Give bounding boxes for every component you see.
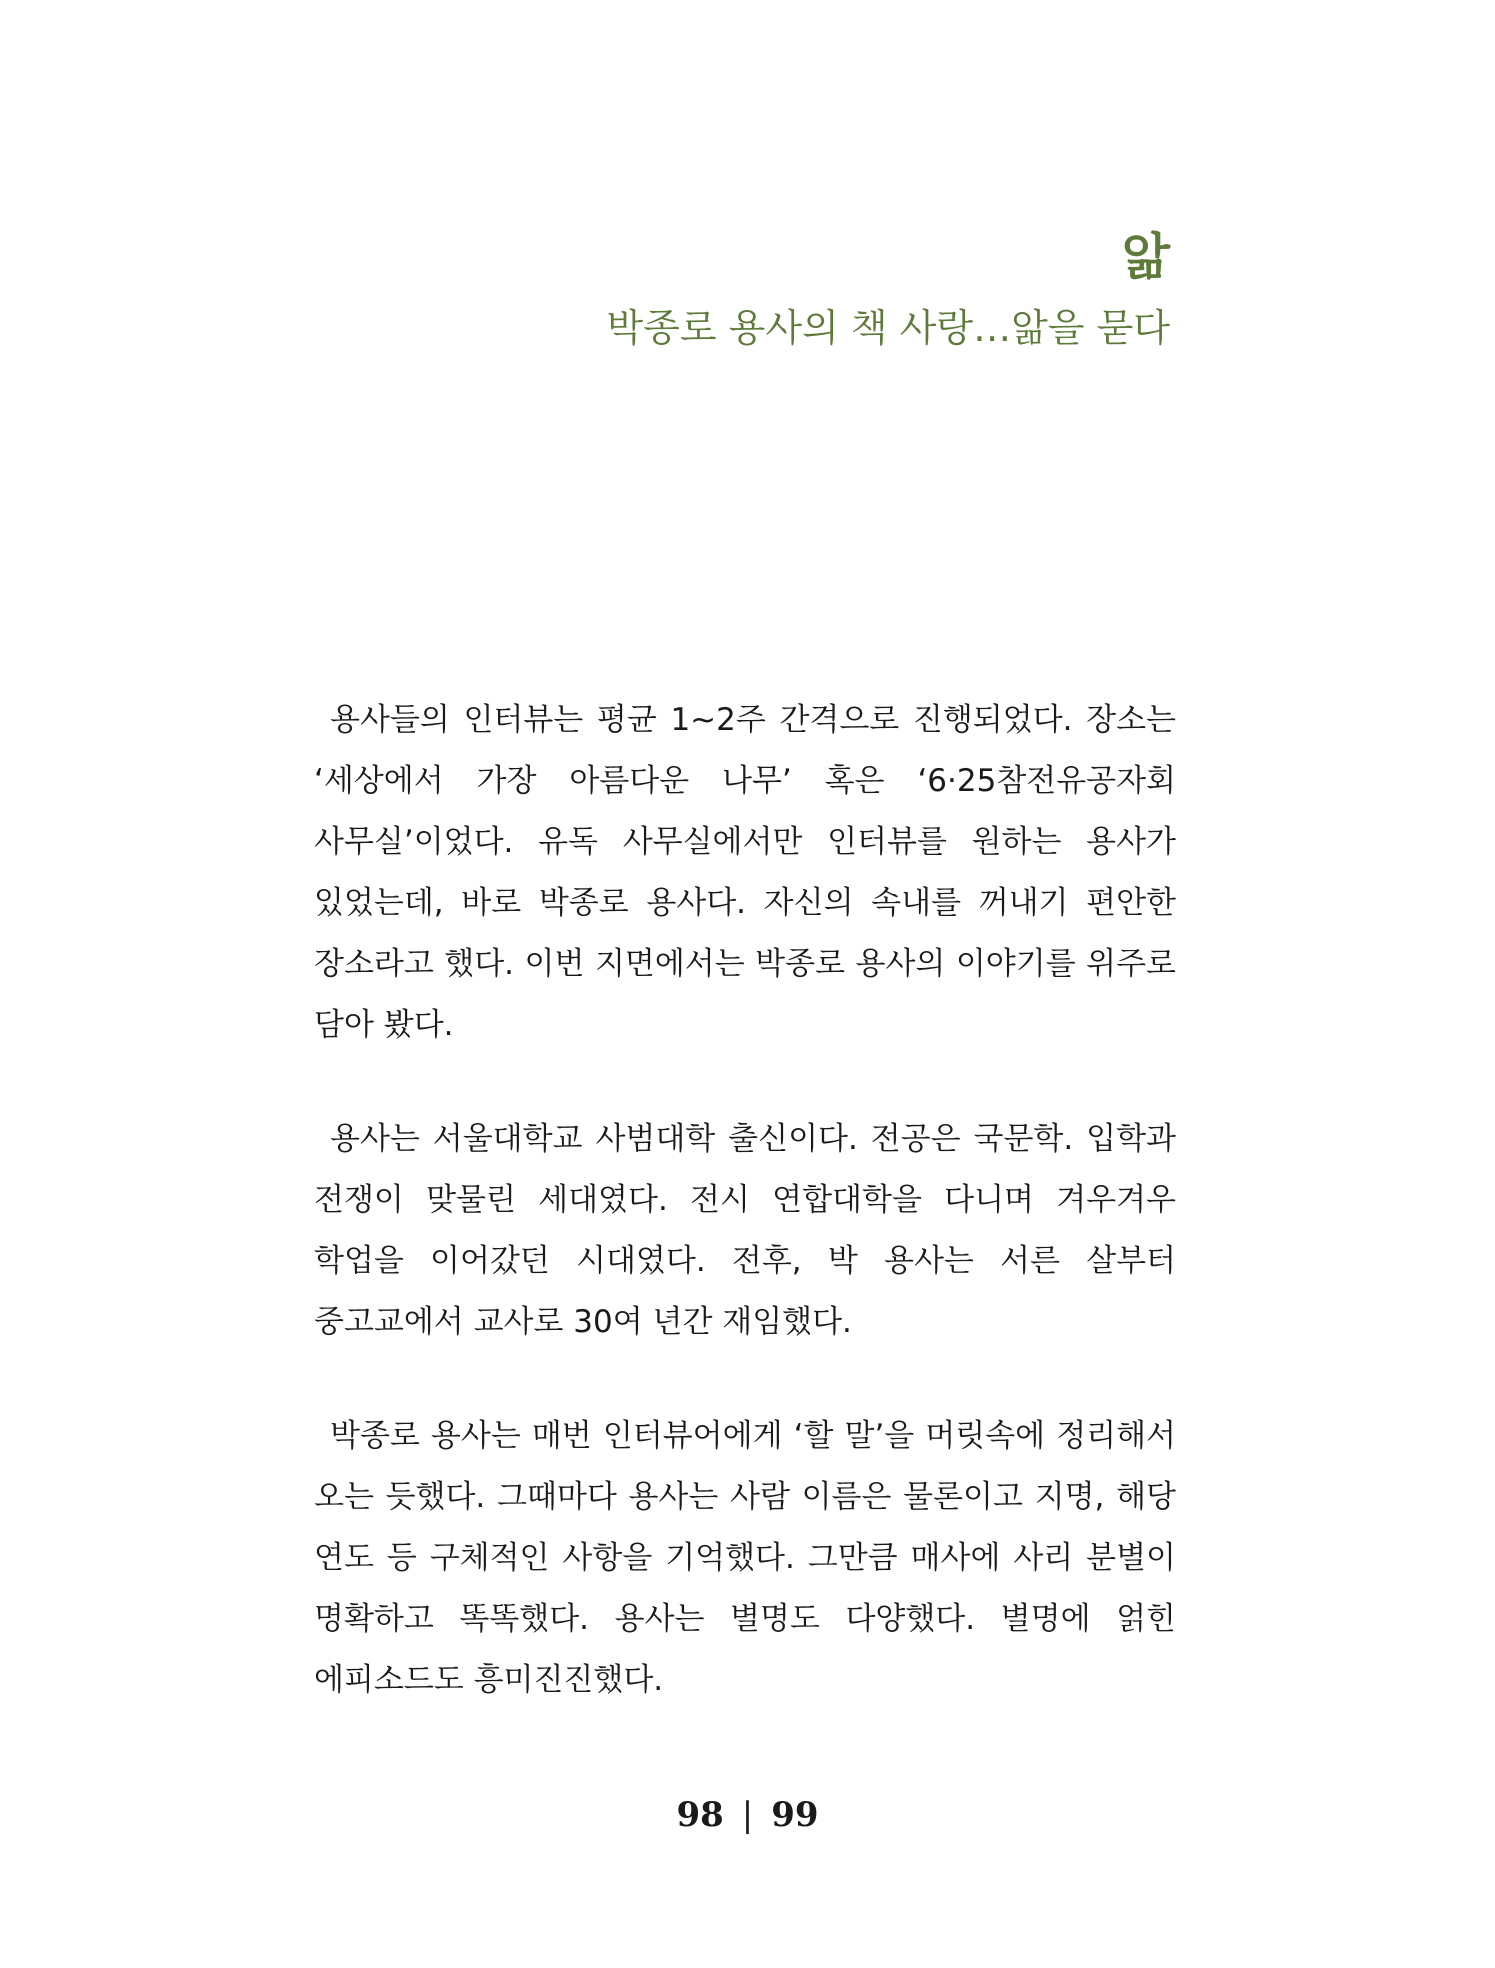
paragraph-2: 용사는 서울대학교 사범대학 출신이다. 전공은 국문학. 입학과 전쟁이 맞물린 세대였다. 전시 연합대학을 다니며 겨우겨우 학업을 이어갔던 시대였다. 전후, 박 용사는 서른 살부터 중고교에서 교사로 30여 년간 재임했다. (314, 1121, 1176, 1340)
page-number-separator: | (741, 1795, 754, 1835)
body-text (314, 690, 1176, 1711)
chapter-subtitle: 박종로 용사의 책 사랑…앎을 묻다 (606, 306, 1170, 350)
paragraph-1: 용사들의 인터뷰는 평균 1~2주 간격으로 진행되었다. 장소는 ‘세상에서 가장 아름다운 나무’ 혹은 ‘6·25참전유공자회 사무실’이었다. 유독 사무실에서만 인터뷰를 원하는 용사가 있었는데, 바로 박종로 용사다. 자신의 속내를 꺼내기 편안한 장소라고 했다. 이번 지면에서는 박종로 용사의 이야기를 위주로 담아 봤다. (314, 702, 1176, 1043)
chapter-title: 앎 (1121, 228, 1170, 286)
chapter-heading (606, 222, 1170, 358)
page-numbers (0, 1790, 1495, 1840)
paragraph-3: 박종로 용사는 매번 인터뷰어에게 ‘할 말’을 머릿속에 정리해서 오는 듯했다. 그때마다 용사는 사람 이름은 물론이고 지명, 해당 연도 등 구체적인 사항을 기억했다. 그만큼 매사에 사리 분별이 명확하고 똑똑했다. 용사는 별명도 다양했다. 별명에 얽힌 에피소드도 흥미진진했다. (314, 1418, 1176, 1698)
right-page-number: 99 (771, 1795, 819, 1835)
left-page-number: 98 (676, 1795, 724, 1835)
